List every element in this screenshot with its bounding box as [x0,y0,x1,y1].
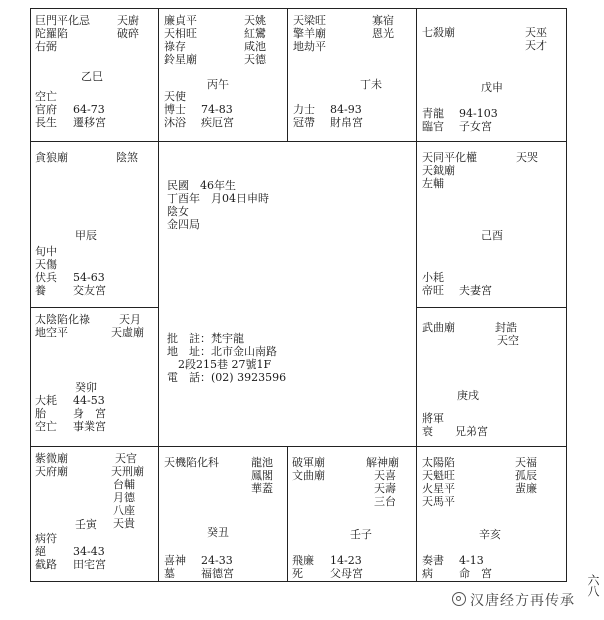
palace-zi [287,446,417,582]
star: 天巫 [525,26,547,39]
palace-name: 命 宮 [459,567,492,580]
misc-star: 絕 [35,545,46,558]
misc-star: 天傷 [35,258,57,271]
misc-star: 沐浴 [164,116,186,129]
star: 天姚 [244,14,266,27]
star: 貪狼廟 [35,151,68,164]
star: 天才 [525,39,547,52]
star: 鳳閣 [251,469,273,482]
star: 天廚 [117,14,139,27]
misc-star: 養 [35,284,46,297]
misc-star: 臨官 [422,120,444,133]
star: 封誥 [495,321,517,334]
misc-star: 墓 [164,567,175,580]
star: 天喜 [374,469,396,482]
misc-star: 將軍 [422,412,444,425]
palace-si [30,8,159,142]
ganzhi: 辛亥 [479,528,501,541]
ganzhi: 己酉 [481,229,503,242]
age-range: 84-93 [330,103,362,116]
misc-star: 空亡 [35,420,57,433]
palace-name: 疾厄宮 [201,116,234,129]
palace-name: 父母宮 [330,567,363,580]
age-range: 94-103 [459,107,498,120]
misc-star: 飛廉 [292,554,314,567]
ziwei-chart [30,8,583,582]
misc-star: 喜神 [164,554,186,567]
palace-name: 交友宮 [73,284,106,297]
misc-star: 胎 [35,407,46,420]
star: 龍池 [251,456,273,469]
star: 陀羅陷 [35,27,68,40]
age-range: 64-73 [73,103,105,116]
misc-star: 截路 [35,558,57,571]
star: 天德 [244,53,266,66]
center-info [158,141,417,447]
body-palace: 身 宮 [73,407,106,420]
star: 紅鸞 [244,27,266,40]
star: 廉貞平 [164,14,197,27]
misc-star: 帝旺 [422,284,444,297]
palace-xu [416,307,567,447]
star: 左輔 [422,177,444,190]
age-range: 4-13 [459,554,484,567]
star: 三台 [374,495,396,508]
misc-star: 死 [292,567,303,580]
misc-star: 天使 [164,90,186,103]
age-range: 54-63 [73,271,105,284]
star: 天哭 [516,151,538,164]
palace-chou [158,446,288,582]
misc-star: 奏書 [422,554,444,567]
star: 陰煞 [116,151,138,164]
star: 地空平 [35,326,68,339]
misc-star: 博士 [164,103,186,116]
star: 八座 [113,504,135,517]
star: 天魁旺 [422,469,455,482]
star: 天官 [115,452,137,465]
ganzhi: 甲辰 [75,229,97,242]
misc-star: 旬中 [35,245,57,258]
misc-star: 長生 [35,116,57,129]
star: 天壽 [374,482,396,495]
contact-info: 批 註：梵宇龍 [167,332,244,345]
wechat-logo-icon [452,592,466,606]
contact-info: 電 話：(02) 3923596 [167,371,287,384]
star: 巨門平化忌 [35,14,90,27]
star: 天機陷化科 [164,456,219,469]
contact-info: 地 址：北市金山南路 [167,345,277,358]
misc-star: 病 [422,567,433,580]
ganzhi: 壬子 [350,528,372,541]
ganzhi: 癸卯 [75,381,97,394]
age-range: 74-83 [201,103,233,116]
watermark-text: 汉唐经方再传承 [470,593,575,609]
birth-info: 陰女 [167,205,189,218]
palace-mao [30,307,159,447]
age-range: 24-33 [201,554,233,567]
contact-info: 2段215巷 27號1F [167,358,272,371]
birth-info: 金四局 [167,218,200,231]
star: 天月 [119,313,141,326]
age-range: 34-43 [73,545,105,558]
misc-star: 青龍 [422,107,444,120]
star: 破碎 [117,27,139,40]
age-range: 44-53 [73,394,105,407]
star: 火星平 [422,482,455,495]
star: 天虛廟 [111,326,144,339]
star: 寡宿 [372,14,394,27]
star: 鈴星廟 [164,53,197,66]
star: 天府廟 [35,465,68,478]
ganzhi: 庚戌 [457,389,479,402]
star: 右弼 [35,40,57,53]
star: 文曲廟 [292,469,325,482]
palace-wei [287,8,417,142]
palace-name: 福德宮 [201,567,234,580]
palace-name: 財帛宮 [330,116,363,129]
ganzhi: 壬寅 [75,518,97,531]
star: 天鉞廟 [422,164,455,177]
star: 天梁旺 [293,14,326,27]
star: 破軍廟 [292,456,325,469]
misc-star: 大耗 [35,394,57,407]
ganzhi: 乙巳 [81,70,103,83]
star: 天福 [515,456,537,469]
star: 恩光 [372,27,394,40]
ganzhi: 癸丑 [207,526,229,539]
birth-info: 民國 46年生 [167,179,236,192]
misc-star: 官府 [35,103,57,116]
star: 天空 [497,334,519,347]
palace-name: 子女宮 [459,120,492,133]
star: 紫微廟 [35,452,68,465]
misc-star: 伏兵 [35,271,57,284]
palace-shen [416,8,567,142]
star: 擎羊廟 [293,27,326,40]
palace-name: 夫妻宮 [459,284,492,297]
star: 武曲廟 [422,321,455,334]
palace-name: 兄弟宮 [455,425,488,438]
star: 七殺廟 [422,26,455,39]
star: 華蓋 [251,482,273,495]
palace-yin [30,446,159,582]
palace-wu [158,8,288,142]
palace-name: 遷移宮 [73,116,106,129]
palace-name: 事業宮 [73,420,106,433]
ganzhi: 戊申 [481,81,503,94]
page-number: 六八 [586,574,600,596]
age-range: 14-23 [330,554,362,567]
birth-info: 丁酉年 月04日申時 [167,192,269,205]
star: 孤辰 [515,469,537,482]
star: 祿存 [164,40,186,53]
star: 解神廟 [366,456,399,469]
misc-star: 病符 [35,532,57,545]
palace-chen [30,141,159,308]
misc-star: 小耗 [422,271,444,284]
star: 天同平化權 [422,151,477,164]
misc-star: 空亡 [35,90,57,103]
palace-hai [416,446,567,582]
star: 太陰陷化祿 [35,313,90,326]
misc-star: 冠帶 [293,116,315,129]
palace-name: 田宅宮 [73,558,106,571]
palace-you [416,141,567,308]
star: 月德 [113,491,135,504]
star: 天刑廟 [111,465,144,478]
misc-star: 衰 [422,425,433,438]
star: 台輔 [113,478,135,491]
star: 天馬平 [422,495,455,508]
misc-star: 力士 [293,103,315,116]
star: 天相旺 [164,27,197,40]
star: 太陽陷 [422,456,455,469]
star: 天貴 [113,517,135,530]
star: 咸池 [244,40,266,53]
ganzhi: 丁未 [360,78,382,91]
star: 蜚廉 [515,482,537,495]
ganzhi: 丙午 [207,78,229,91]
star: 地劫平 [293,40,326,53]
